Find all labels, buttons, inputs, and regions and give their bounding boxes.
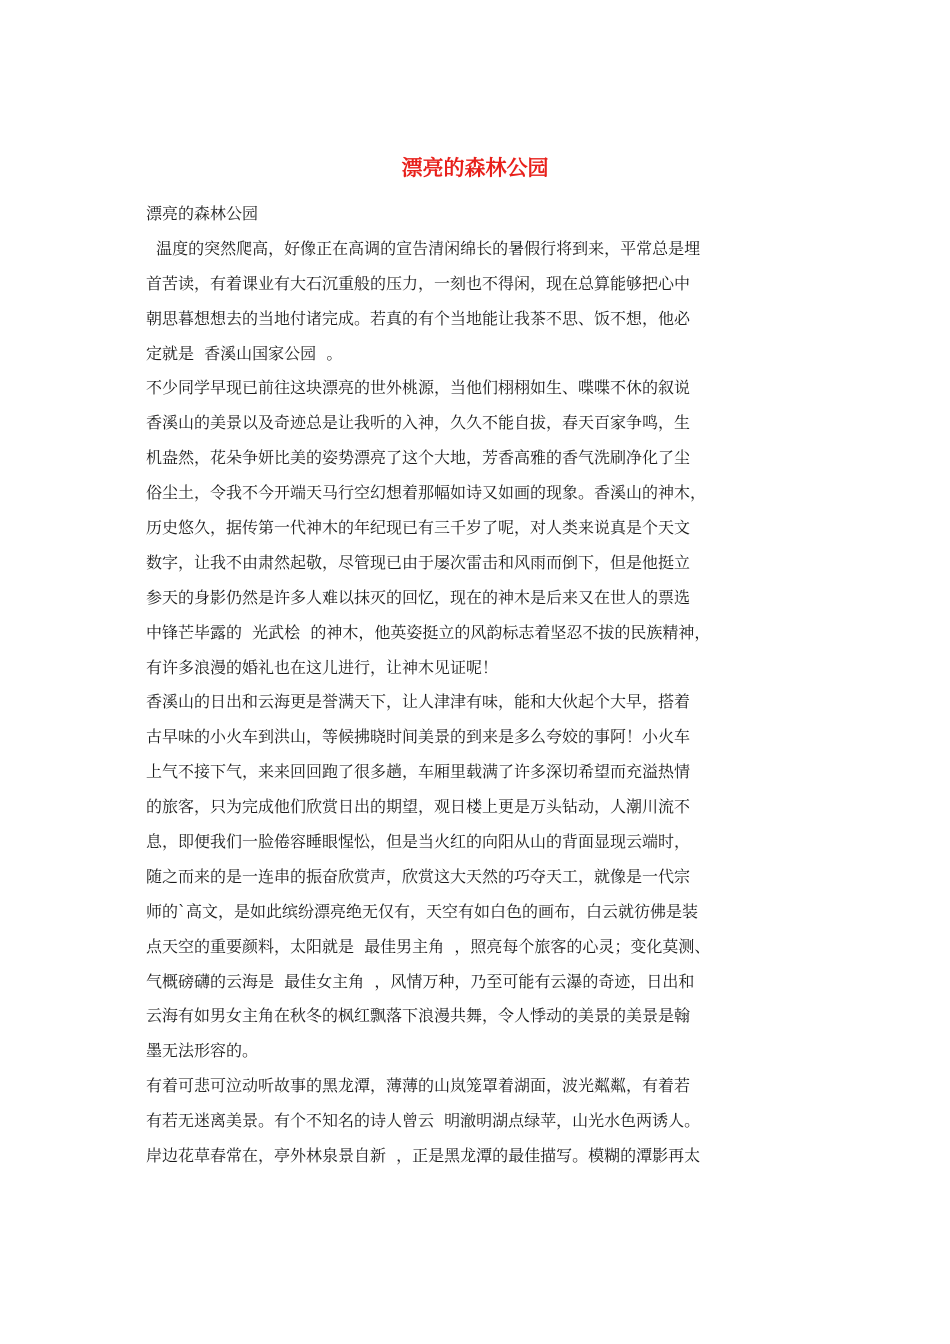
body-line: 漂亮的森林公园 [146,204,259,223]
body-line: 息，即便我们一脸倦容睡眼惺忪，但是当火红的向阳从山的背面显现云端时， [146,832,691,852]
body-line: 定就是 香溪山国家公园 。 [146,343,343,363]
body-line: 数字，让我不由肃然起敬，尽管现已由于屡次雷击和风雨而倒下，但是他挺立 [146,552,691,572]
body-line: 俗尘土，令我不今开端天马行空幻想着那幅如诗又如画的现象。香溪山的神木， [146,483,707,503]
body-line: 有着可悲可泣动听故事的黑龙潭，薄薄的山岚笼罩着湖面，波光粼粼，有着若 [146,1076,691,1096]
body-line: 古早味的小火车到洪山，等候拂晓时间美景的到来是多么夸姣的事阿！小火车 [146,727,691,747]
document-body [146,197,806,1174]
body-line: 中锋芒毕露的 光武桧 的神木，他英姿挺立的风韵标志着坚忍不拔的民族精神， [146,622,711,642]
body-line: 有若无迷离美景。有个不知名的诗人曾云 明澈明湖点绿苹，山光水色两诱人。 [146,1111,701,1131]
body-line: 上气不接下气，来来回回跑了很多趟，车厢里载满了许多深切希望而充溢热情 [146,762,691,782]
body-line: 气概磅礴的云海是 最佳女主角 ，风情万种，乃至可能有云瀑的奇迹，日出和 [146,971,695,991]
body-line: 岸边花草春常在，亭外林泉景自新 ，正是黑龙潭的最佳描写。模糊的潭影再太 [146,1146,701,1166]
body-line: 墨无法形容的。 [146,1041,259,1061]
body-line: 不少同学早现已前往这块漂亮的世外桃源，当他们栩栩如生、喋喋不休的叙说 [146,378,691,398]
body-line: 香溪山的美景以及奇迹总是让我听的入神，久久不能自拔，春天百家争鸣，生 [146,413,691,433]
document-title: 漂亮的森林公园 [401,155,549,180]
body-line: 随之而来的是一连串的振奋欣赏声，欣赏这大天然的巧夺天工，就像是一代宗 [146,866,691,886]
body-line: 师的`高文，是如此缤纷漂亮绝无仅有，天空有如白色的画布，白云就彷佛是装 [146,901,699,921]
body-line: 朝思暮想想去的当地付诸完成。若真的有个当地能让我茶不思、饭不想，他必 [146,308,691,328]
body-line: 历史悠久，据传第一代神木的年纪现已有三千岁了呢，对人类来说真是个天文 [146,518,691,538]
body-line: 参天的身影仍然是许多人难以抹灭的回忆，现在的神木是后来又在世人的票选 [146,587,691,607]
body-line: 云海有如男女主角在秋冬的枫红飘落下浪漫共舞，令人悸动的美景的美景是翰 [146,1006,691,1026]
body-line: 温度的突然爬高，好像正在高调的宣告清闲绵长的暑假行将到来，平常总是埋 [146,238,701,258]
body-line: 首苦读，有着课业有大石沉重般的压力，一刻也不得闲，现在总算能够把心中 [146,273,691,293]
body-line: 机盎然，花朵争妍比美的姿势漂亮了这个大地，芳香高雅的香气洗刷净化了尘 [146,448,691,468]
body-line: 点天空的重要颜料，太阳就是 最佳男主角 ，照亮每个旅客的心灵；变化莫测、 [146,936,711,956]
body-line: 的旅客，只为完成他们欣赏日出的期望，观日楼上更是万头钻动，人潮川流不 [146,797,691,817]
body-line: 有许多浪漫的婚礼也在这儿进行，让神木见证呢！ [146,657,499,677]
body-line: 香溪山的日出和云海更是誉满天下，让人津津有味，能和大伙起个大早，搭着 [146,692,691,712]
